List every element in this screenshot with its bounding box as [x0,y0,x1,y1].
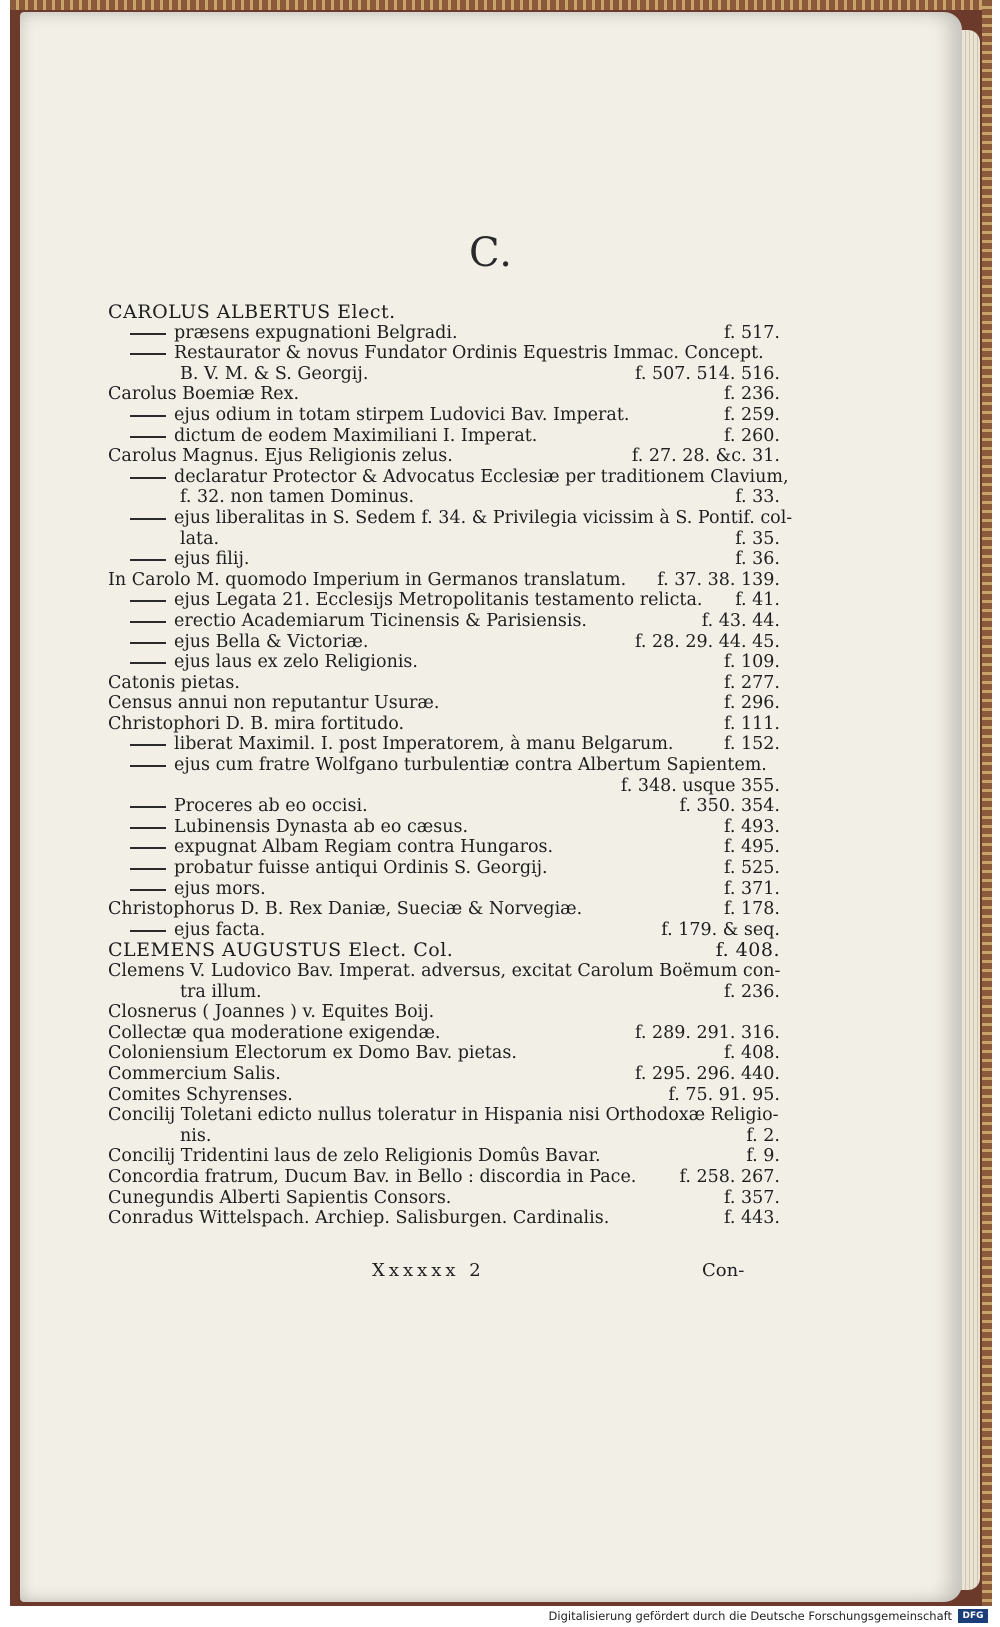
entry-text: Concilij Toletani edicto nullus toleratur in Hispania nisi Orthodoxæ Religio- [108,1105,779,1126]
entry-folio-ref: f. 443. [724,1208,780,1229]
entry-text: Catonis pietas. [108,672,240,693]
index-entry [108,507,793,529]
ditto-dash [130,518,166,520]
ditto-dash [130,642,166,644]
index-entry [108,817,780,838]
entry-text: Carolus Magnus. Ejus Religionis zelus. [108,446,453,467]
entry-text: CLEMENS AUGUSTUS Elect. Col. [108,939,454,962]
index-entry [108,1208,780,1229]
ditto-dash [130,333,166,335]
index-entry [108,673,780,694]
index-entries [108,301,793,1229]
entry-text: CAROLUS ALBERTUS Elect. [108,301,396,323]
index-entry [108,1188,780,1209]
index-entry [108,837,780,858]
entry-folio-ref: f. 295. 296. 440. [635,1063,780,1084]
section-letter: C. [469,230,513,276]
entry-folio-ref: f. 296. [724,693,780,714]
entry-text: Concilij Tridentini laus de zelo Religionis Domûs Bavar. [108,1146,601,1167]
gilt-edge-top [10,0,990,10]
entry-text: Concordia fratrum, Ducum Bav. in Bello : discordia in Pace. [108,1166,637,1187]
entry-text: B. V. M. & S. Georgij. [180,363,369,384]
index-entry [108,405,780,426]
index-entry [108,426,780,447]
index-entry [108,796,780,817]
index-entry [108,1002,780,1023]
entry-folio-ref: f. 43. 44. [701,610,780,631]
entry-text: Coloniensium Electorum ex Domo Bav. pietas. [108,1043,517,1064]
entry-text: declaratur Protector & Advocatus Ecclesiæ per traditionem Clavium, [174,466,789,487]
credit-bar [0,1606,1000,1627]
entry-folio-ref: f. 517. [724,322,780,343]
index-entry [108,1167,780,1188]
entry-folio-ref: f. 357. [724,1187,780,1208]
entry-folio-ref: f. 525. [724,858,780,879]
index-entry [108,1023,780,1044]
dfg-logo: DFG [958,1609,988,1623]
index-entry [108,879,780,900]
entry-text: Cunegundis Alberti Sapientis Consors. [108,1187,452,1208]
entry-folio-ref: f. 260. [724,425,780,446]
entry-text: probatur fuisse antiqui Ordinis S. Georgij. [174,858,548,879]
ditto-dash [130,415,166,417]
entry-folio-ref: f. 109. [724,652,780,673]
credit-text: Digitalisierung gefördert durch die Deutsche Forschungsgemeinschaft [548,1609,952,1623]
entry-text: præsens expugnationi Belgradi. [174,322,458,343]
signature-mark: Xxxxxx 2 [372,1260,485,1281]
index-entry [108,1105,780,1126]
entry-text: ejus filij. [174,549,250,570]
entry-text: ejus facta. [174,919,266,940]
entry-text: f. 32. non tamen Dominus. [180,487,415,508]
entry-text: lata. [180,528,220,549]
index-entry [108,961,780,982]
entry-text: liberat Maximil. I. post Imperatorem, à manu Belgarum. [174,734,674,755]
index-entry [108,1064,780,1085]
ditto-dash [130,621,166,623]
entry-text: Comites Schyrenses. [108,1084,293,1105]
entry-folio-ref: f. 495. [724,837,780,858]
entry-folio-ref: f. 408. [724,1043,780,1064]
entry-text: Commercium Salis. [108,1063,281,1084]
entry-folio-ref: f. 36. [735,549,780,570]
entry-folio-ref: f. 111. [724,713,780,734]
ditto-dash [130,477,166,479]
index-entry [108,652,780,673]
entry-folio-ref: f. 28. 29. 44. 45. [635,631,780,652]
entry-text: ejus laus ex zelo Religionis. [174,652,418,673]
entry-folio-ref: f. 152. [724,734,780,755]
entry-text: ejus liberalitas in S. Sedem f. 34. & Privilegia vicissim à S. Pontif. col- [174,507,793,528]
index-entry [108,1146,780,1167]
ditto-dash [130,744,166,746]
entry-folio-ref: f. 37. 38. 139. [657,569,780,590]
index-entry [108,446,780,467]
index-entry [108,899,780,920]
entry-folio-ref: f. 9. [746,1146,780,1167]
entry-text: ejus cum fratre Wolfgano turbulentiæ contra Albertum Sapientem. [174,755,767,776]
entry-text: Restaurator & novus Fundator Ordinis Equestris Immac. Concept. [174,343,764,364]
index-entry [108,940,780,961]
index-entry [108,776,780,797]
index-entry [108,734,780,755]
entry-text: tra illum. [180,981,262,1002]
index-entry [108,982,780,1003]
entry-text: Carolus Boemiæ Rex. [108,384,300,405]
index-entry [108,302,780,323]
ditto-dash [130,889,166,891]
ditto-dash [130,559,166,561]
index-entry [108,529,780,550]
entry-folio-ref: f. 277. [724,672,780,693]
entry-folio-ref: f. 371. [724,878,780,899]
entry-text: Census annui non reputantur Usuræ. [108,693,440,714]
entry-folio-ref: f. 408. [715,939,780,962]
index-entry [108,714,780,735]
entry-text: erectio Academiarum Ticinensis & Parisiensis. [174,610,587,631]
index-entry [108,858,780,879]
ditto-dash [130,868,166,870]
index-entry [108,466,789,488]
index-entry [108,323,780,344]
index-entry [108,755,780,776]
entry-text: ejus Legata 21. Ecclesijs Metropolitanis testamento relicta. [174,590,703,611]
entry-text: dictum de eodem Maximiliani I. Imperat. [174,425,538,446]
entry-folio-ref: f. 236. [724,981,780,1002]
entry-folio-ref: f. 179. & seq. [661,919,780,940]
entry-folio-ref: f. 75. 91. 95. [668,1084,780,1105]
entry-folio-ref: f. 178. [724,899,780,920]
entry-folio-ref: f. 33. [735,487,780,508]
entry-text: Collectæ qua moderatione exigendæ. [108,1022,441,1043]
entry-text: ejus odium in totam stirpem Ludovici Bav. Imperat. [174,404,630,425]
ditto-dash [130,662,166,664]
ditto-dash [130,847,166,849]
index-entry [108,1043,780,1064]
entry-folio-ref: f. 493. [724,816,780,837]
entry-text: Clemens V. Ludovico Bav. Imperat. adversus, excitat Carolum Boëmum con- [108,961,781,981]
entry-text: ejus mors. [174,878,266,899]
entry-folio-ref: f. 258. 267. [679,1166,780,1187]
entry-text: nis. [180,1125,212,1146]
entry-folio-ref: f. 259. [724,404,780,425]
page-footer [20,1260,962,1284]
index-entry [108,920,780,941]
index-entry [108,343,780,364]
entry-folio-ref: f. 236. [724,384,780,405]
index-entry [108,1085,780,1106]
ditto-dash [130,930,166,932]
book-page [20,12,962,1602]
entry-folio-ref: f. 41. [735,590,780,611]
entry-folio-ref: f. 2. [746,1125,780,1146]
entry-text: ejus Bella & Victoriæ. [174,631,369,652]
ditto-dash [130,765,166,767]
entry-folio-ref: f. 348. usque 355. [620,775,780,796]
index-entry [108,693,780,714]
entry-folio-ref: f. 289. 291. 316. [635,1022,780,1043]
entry-text: Closnerus ( Joannes ) v. Equites Boij. [108,1002,435,1023]
entry-text: Conradus Wittelspach. Archiep. Salisburgen. Cardinalis. [108,1208,610,1229]
ditto-dash [130,436,166,438]
ditto-dash [130,806,166,808]
entry-text: Christophori D. B. mira fortitudo. [108,713,405,734]
index-entry [108,384,780,405]
gilt-edge-right [982,0,992,1606]
entry-text: In Carolo M. quomodo Imperium in Germanos translatum. [108,569,627,590]
catchword: Con- [702,1260,745,1281]
index-entry [108,632,780,653]
entry-text: Proceres ab eo occisi. [174,796,368,817]
entry-folio-ref: f. 507. 514. 516. [635,363,780,384]
entry-text: Lubinensis Dynasta ab eo cæsus. [174,816,469,837]
index-entry [108,487,780,508]
index-entry [108,549,780,570]
index-entry [108,1126,780,1147]
entry-folio-ref: f. 27. 28. &c. 31. [631,446,780,467]
entry-text: expugnat Albam Regiam contra Hungaros. [174,837,554,858]
index-entry [108,590,780,611]
entry-folio-ref: f. 35. [735,528,780,549]
ditto-dash [130,600,166,602]
index-entry [108,570,780,591]
index-entry [108,611,780,632]
ditto-dash [130,827,166,829]
entry-folio-ref: f. 350. 354. [679,796,780,817]
index-entry [108,364,780,385]
entry-text: Christophorus D. B. Rex Daniæ, Sueciæ & Norvegiæ. [108,899,583,920]
ditto-dash [130,353,166,355]
